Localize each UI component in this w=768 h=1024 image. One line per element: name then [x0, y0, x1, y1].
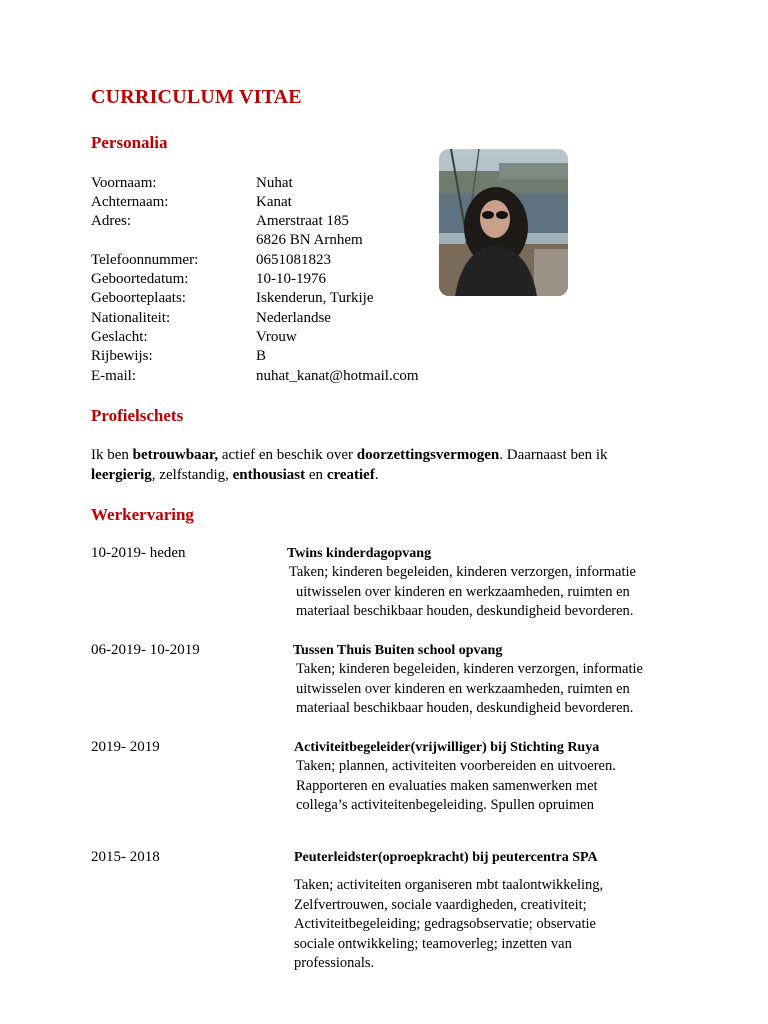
profile-keyword: leergierig [91, 467, 152, 483]
job-date: 2015- 2018 [91, 849, 160, 865]
field-value: Kanat [256, 194, 292, 210]
job-description-line: Taken; kinderen begeleiden, kinderen verzorgen, informatie [296, 661, 643, 677]
page-title: CURRICULUM VITAE [91, 86, 302, 108]
job-description-line: materiaal beschikbaar houden, deskundigheid bevorderen. [296, 603, 634, 619]
field-value: Nuhat [256, 175, 293, 191]
job-title: Peuterleidster(oproepkracht) bij peutercentra SPA [294, 850, 598, 865]
field-value: Nederlandse [256, 310, 331, 326]
field-value: 10-10-1976 [256, 271, 326, 287]
heading-profielschets: Profielschets [91, 406, 184, 425]
job-description [294, 876, 603, 974]
field-label: Achternaam: [91, 194, 169, 210]
profile-text [91, 445, 651, 485]
job-description-line: materiaal beschikbaar houden, deskundigheid bevorderen. [296, 700, 634, 716]
profile-keyword: enthousiast [232, 467, 306, 483]
profile-text-part: . [374, 467, 379, 483]
field-value: 0651081823 [256, 252, 331, 268]
job-description [296, 660, 643, 719]
profile-text-part: actief en beschik over [218, 447, 357, 463]
profile-keyword: betrouwbaar, [132, 447, 219, 463]
profile-keyword: doorzettingsvermogen [356, 447, 500, 463]
job-date: 10-2019- heden [91, 545, 186, 561]
job-description-line: professionals. [294, 955, 375, 971]
job-title: Tussen Thuis Buiten school opvang [293, 643, 503, 658]
job-description-line: uitwisselen over kinderen en werkzaamheden, ruimten en [296, 680, 630, 697]
field-label: Geboorteplaats: [91, 290, 186, 306]
field-label: Rijbewijs: [91, 348, 153, 364]
field-label: Geslacht: [91, 329, 148, 345]
job-description-line: uitwisselen over kinderen en werkzaamheden, ruimten en [296, 583, 630, 600]
field-value: B [256, 348, 267, 364]
profile-text-part: , zelfstandig, [151, 467, 233, 483]
field-label: Telefoonnummer: [91, 252, 199, 268]
job-description-line: sociale ontwikkeling; teamoverleg; inzetten van [294, 935, 572, 952]
field-value: Vrouw [256, 329, 297, 345]
profile-text-part: en [305, 467, 327, 483]
field-value: 6826 BN Arnhem [256, 232, 363, 248]
job-description-line: collega’s activiteitenbegeleiding. Spullen opruimen [296, 797, 594, 813]
profile-text-part: . Daarnaast ben ik [499, 447, 608, 463]
job-date: 06-2019- 10-2019 [91, 642, 200, 658]
heading-personalia: Personalia [91, 133, 168, 152]
field-label: Voornaam: [91, 175, 157, 191]
field-label: Adres: [91, 213, 131, 229]
heading-werkervaring: Werkervaring [91, 505, 194, 524]
profile-photo [439, 149, 568, 296]
job-description-line: Taken; plannen, activiteiten voorbereiden en uitvoeren. [296, 758, 616, 774]
field-value: Iskenderun, Turkije [256, 290, 374, 306]
job-description-line: Taken; activiteiten organiseren mbt taalontwikkeling, [294, 877, 604, 893]
field-value: nuhat_kanat@hotmail.com [256, 368, 419, 384]
job-description-line: Zelfvertrouwen, sociale vaardigheden, creativiteit; [294, 896, 587, 913]
job-title: Twins kinderdagopvang [287, 546, 432, 561]
job-description [296, 757, 616, 816]
field-label: Nationaliteit: [91, 310, 171, 326]
job-description [289, 563, 636, 622]
field-label: Geboortedatum: [91, 271, 189, 287]
job-description-line: Activiteitbegeleiding; gedragsobservatie; observatie [294, 916, 596, 932]
job-title: Activiteitbegeleider(vrijwilliger) bij Stichting Ruya [294, 740, 600, 755]
job-description-line: Taken; kinderen begeleiden, kinderen verzorgen, informatie [289, 564, 636, 580]
field-label: E-mail: [91, 368, 136, 384]
job-date: 2019- 2019 [91, 739, 160, 755]
profile-keyword: creatief [326, 467, 375, 483]
job-description-line: Rapporteren en evaluaties maken samenwerken met [296, 777, 598, 794]
profile-photo-image [439, 149, 568, 296]
field-value: Amerstraat 185 [256, 213, 349, 229]
profile-text-part: Ik ben [91, 447, 133, 463]
